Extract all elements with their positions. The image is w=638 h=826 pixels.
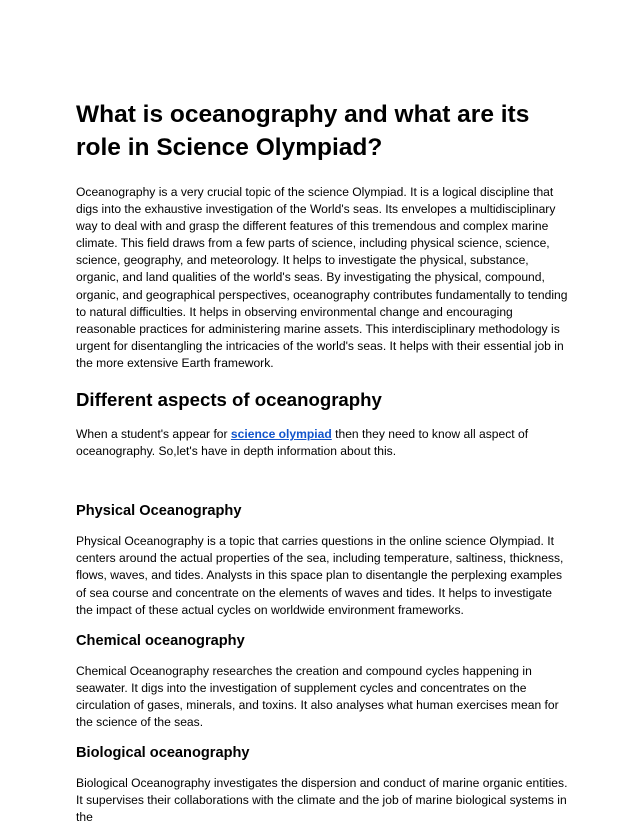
aspects-text-after-link: then they need to know all aspect of oceanography. So,let's have in depth information about this. — [76, 427, 529, 459]
document-title: What is oceanography and what are its role in Science Olympiad? — [76, 101, 530, 161]
document-page — [76, 98, 568, 826]
biological-oceanography-paragraph: Biological Oceanography investigates the dispersion and conduct of marine organic entities. It supervises their collaborations with the climate and the job of marine biological systems in the — [76, 776, 568, 825]
aspects-text-before-link: When a student's appear for — [76, 427, 231, 442]
biological-oceanography-heading: Biological oceanography — [76, 745, 250, 762]
aspects-paragraph — [76, 426, 568, 460]
intro-paragraph: Oceanography is a very crucial topic of the science Olympiad. It is a logical discipline that digs into the exhaustive investigation of the World's seas. Its envelopes a multidisciplinary way to deal with and grasp the different features of this tremendous and complex marine climate. This field draws from a few parts of science, including physical science, science, science, geography, and meteorology. It helps to investigate the physical, substance, organic, and land qualities of the world's seas. By investigating the physical, compound, organic, and geographical perspectives, oceanography contributes fundamentally to tending to natural difficulties. It helps in observing environmental change and encouraging reasonable practices for administering marine assets. This interdisciplinary methodology is urgent for disentangling the intricacies of the world's seas. It helps with their essential job in the more extensive Earth framework. — [76, 185, 568, 370]
physical-oceanography-paragraph: Physical Oceanography is a topic that carries questions in the online science Olympiad. It centers around the actual properties of the sea, including temperature, saltiness, thickness, flows, waves, and tides. Analysts in this space plan to disentangle the perplexing examples of sea course and concentrate on the elements of waves and tides. It helps to investigate the impact of these actual cycles on worldwide environment frameworks. — [76, 534, 564, 617]
chemical-oceanography-paragraph: Chemical Oceanography researches the creation and compound cycles happening in seawater. It digs into the investigation of supplement cycles and concentrates on the circulation of gases, minerals, and toxins. It also analyses what human exercises mean for the science of the seas. — [76, 663, 559, 729]
science-olympiad-link[interactable]: science olympiad — [230, 427, 332, 442]
chemical-oceanography-heading: Chemical oceanography — [76, 632, 245, 649]
physical-oceanography-heading: Physical Oceanography — [76, 503, 242, 520]
aspects-heading: Different aspects of oceanography — [76, 389, 382, 411]
